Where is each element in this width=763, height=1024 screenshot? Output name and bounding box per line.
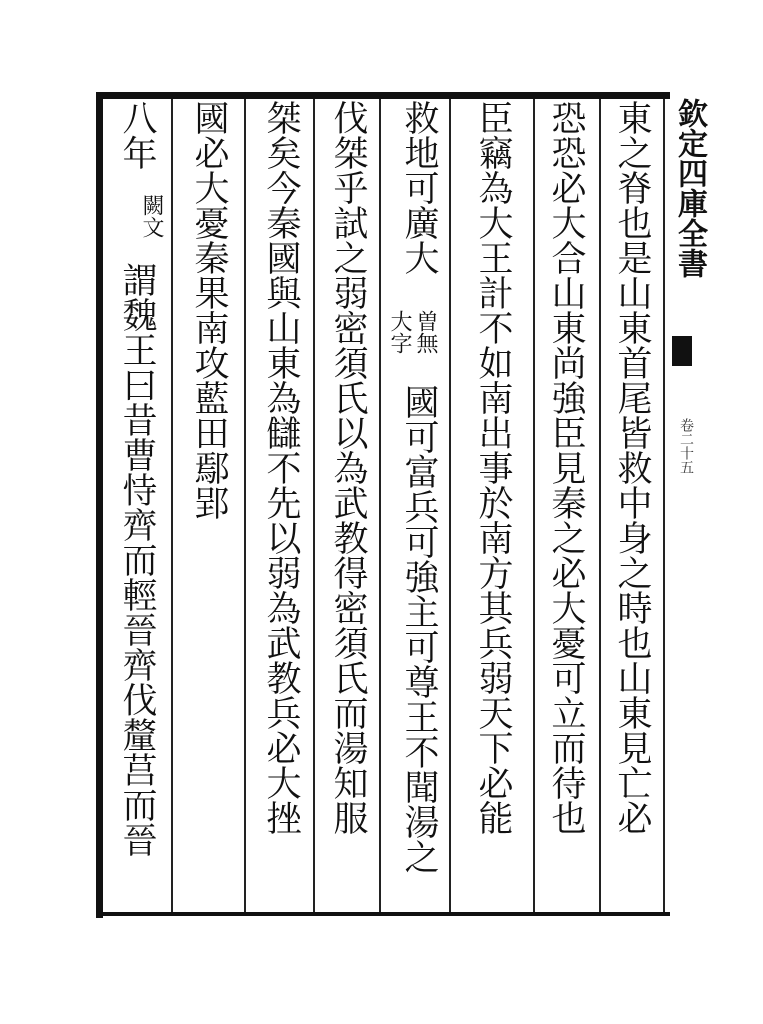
text-column-6: 桀矣今秦國與山東為讎不先以弱為武教兵必大挫 — [261, 100, 301, 835]
text-column-8-part-b: 謂魏王曰昔曹恃齊而輕晉齊伐釐莒而晉 — [117, 262, 157, 857]
text-column-5: 伐桀乎試之弱密須氏以為武教得密須氏而湯知服 — [328, 100, 368, 835]
frame-left-border — [96, 92, 103, 918]
text-column-7: 國必大憂秦果南攻藍田鄢郢 — [189, 100, 229, 520]
margin-book-title: 欽定四庫全書 — [672, 98, 707, 278]
column-rule — [663, 99, 665, 912]
text-column-4-note: 曽無大字 — [387, 310, 438, 354]
text-column-4-part-b: 國可富兵可強主可尊王不聞湯之 — [399, 384, 439, 874]
column-rule — [379, 99, 381, 912]
margin-volume-number: 卷二十五 — [678, 418, 694, 474]
column-rule — [171, 99, 173, 912]
column-rule — [533, 99, 535, 912]
text-column-3: 臣竊為大王計不如南出事於南方其兵弱天下必能 — [473, 100, 513, 835]
column-rule — [244, 99, 246, 912]
text-column-8-note: 闕文 — [139, 194, 164, 238]
frame-bottom-border — [96, 912, 670, 916]
column-rule — [449, 99, 451, 912]
column-rule — [599, 99, 601, 912]
text-column-4-part-a: 救地可廣大 — [399, 100, 439, 275]
text-column-8-part-a: 八年 — [117, 100, 157, 170]
text-column-1: 東之脊也是山東首尾皆救中身之時也山東見亡必 — [612, 100, 652, 835]
frame-top-border — [96, 92, 670, 99]
text-column-2: 恐恐必大合山東尚強臣見秦之必大憂可立而待也 — [546, 100, 586, 835]
margin-fishtail-mark — [672, 336, 692, 366]
column-rule — [313, 99, 315, 912]
